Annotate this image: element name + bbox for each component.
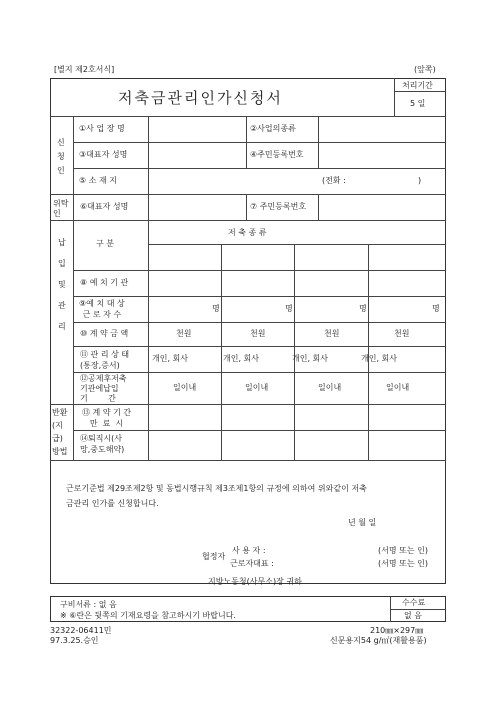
- management-status-1: 개인, 회사: [152, 354, 188, 363]
- deposit-period-1: 일이내: [173, 383, 197, 392]
- worker-count-unit-4: 명: [432, 304, 440, 313]
- trustee-label: 위탁 인: [53, 199, 69, 218]
- trustee-rep-name-label: ⑥대표자 성명: [80, 202, 129, 211]
- row-deposit-institution-label: ⑧ 예 치 기 관: [80, 278, 129, 287]
- deposit-side-label: 납 입 및 관 리: [58, 238, 66, 331]
- return-side-label: 반환 (지 급) 방법: [52, 408, 68, 456]
- category-label: 구 분: [96, 239, 114, 248]
- date-label: 년 월 일: [348, 518, 377, 527]
- row-management-status-label: ⑪ 관 리 상 태 (통장,증서): [80, 350, 130, 370]
- contract-amount-unit-4: 천원: [394, 329, 410, 338]
- processing-period-label: 처리기간: [402, 81, 433, 90]
- worker-count-unit-1: 명: [212, 304, 220, 313]
- rep-name-label: ③대표자 성명: [79, 150, 128, 159]
- phone-close: ): [418, 176, 422, 185]
- worker-rep-signature: (서명 또는 인): [378, 559, 428, 568]
- management-status-3: 개인, 회사: [292, 354, 328, 363]
- business-type-label: ②사업의종류: [250, 124, 296, 133]
- row-contract-amount-label: ⑩ 계 약 금 액: [80, 329, 129, 338]
- worker-rep-label: 근로자대표 :: [230, 559, 274, 568]
- deposit-period-4: 일이내: [386, 383, 410, 392]
- form-number: [별지 제2호서식]: [54, 65, 115, 74]
- agreement-label: 협정자: [202, 552, 226, 561]
- addressee: 지방노동청(사무소)장 귀하: [208, 577, 302, 586]
- contract-amount-unit-1: 천원: [176, 329, 192, 338]
- deposit-period-2: 일이내: [245, 383, 269, 392]
- deposit-period-3: 일이내: [318, 383, 342, 392]
- paper-size: 210㎜×297㎜: [370, 626, 424, 635]
- side-label: (앞쪽): [414, 65, 436, 74]
- row-worker-count-label: ⑨예 치 대 상 근 로 자 수: [79, 299, 125, 319]
- page-title: 저축금관리인가신청서: [118, 89, 283, 107]
- contract-amount-unit-2: 천원: [250, 329, 266, 338]
- required-docs: 구비서류 : 없 음: [60, 600, 117, 609]
- worker-count-unit-3: 명: [359, 304, 367, 313]
- footer-date: 97.3.25.승인: [50, 636, 99, 645]
- applicant-label: 신 청 인: [57, 138, 65, 175]
- fee-value: 없 음: [404, 611, 422, 620]
- resident-number-label: ④주민등록번호: [250, 150, 304, 159]
- row-retirement-label: ⑭퇴직시(사 망,중도해약): [80, 434, 125, 454]
- fee-label: 수수료: [402, 598, 426, 607]
- row-contract-expiry-label: ⑬ 계 약 기 간 만 료 시: [82, 408, 132, 428]
- business-name-label: ①사 업 장 명: [79, 124, 125, 133]
- savings-type-label: 저 축 종 류: [228, 228, 267, 237]
- paper-spec: 신문용지54 g/㎡(재활용품): [330, 636, 427, 645]
- management-status-4: 개인, 회사: [361, 354, 397, 363]
- note-text: ※ ⑥란은 뒷쪽의 기재요령을 참고하시기 바랍니다.: [60, 611, 236, 620]
- trustee-resident-number-label: ⑦ 주민등록번호: [250, 202, 307, 211]
- processing-period-value: 5 일: [410, 99, 426, 108]
- address-label: ⑤ 소 재 지: [79, 176, 117, 185]
- employer-label: 사 용 자 :: [232, 546, 266, 555]
- worker-count-unit-2: 명: [285, 304, 293, 313]
- management-status-2: 개인, 회사: [223, 354, 259, 363]
- row-deposit-period-label: ⑫공제후저축 기관에납입 기 간: [80, 374, 127, 403]
- contract-amount-unit-3: 천원: [324, 329, 340, 338]
- employer-signature: (서명 또는 인): [378, 546, 428, 555]
- footer-code: 32322-06411민: [50, 626, 112, 635]
- statement-text: 근로기준법 제29조제2항 및 동법시행규칙 제3조제1항의 규정에 의하여 위와같이 저축 금관리 인가를 신청합니다.: [66, 484, 367, 508]
- phone-label: (전화 :: [322, 176, 346, 185]
